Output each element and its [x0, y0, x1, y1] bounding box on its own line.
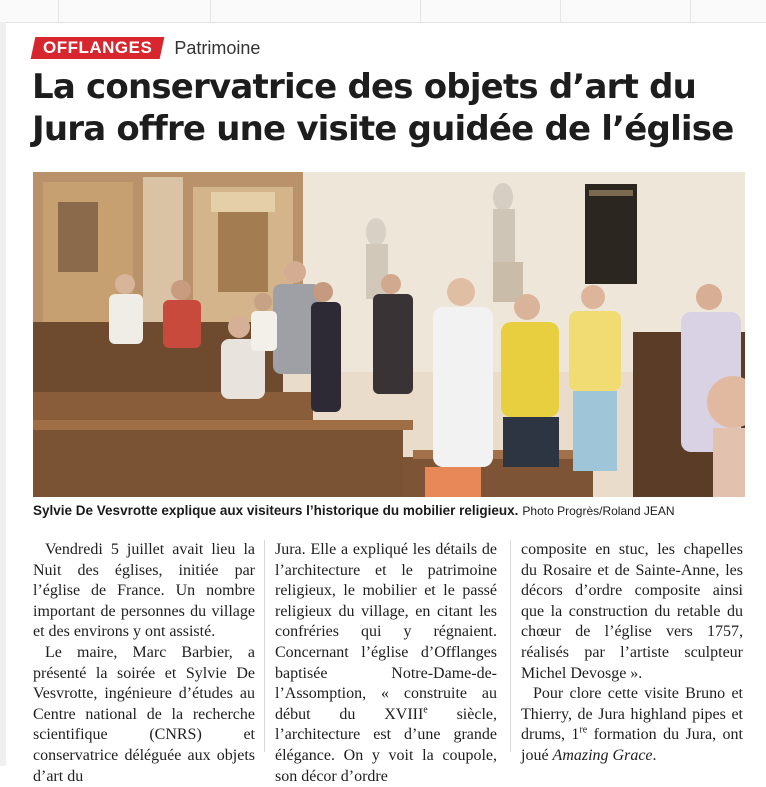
text-run: .: [652, 746, 657, 764]
article-headline: La conservatrice des objets d’art du Jura offre une visite guidée de l’église: [32, 67, 734, 149]
text-run: siècle, l’architecture est d’une grande élégance. On y voit la coupole, son décor d’ordre: [275, 705, 497, 785]
paragraph: Le maire, Marc Barbier, a présenté la soirée et Sylvie De Vesvrotte, ingénieure d’études au Centre national de la recherche scientifique (CNRS) et conservatrice déléguée aux objets d’art du: [33, 643, 255, 785]
paragraph: Vendredi 5 juillet avait lieu la Nuit des églises, initiée par l’église de France. Un nombre important de personnes du village et des environs y ont assisté.: [33, 541, 255, 641]
text-run: Pour clore cette visite Bruno et Thierry, de Jura highland pipes et drums, 1: [521, 685, 743, 744]
superscript: e: [423, 704, 428, 716]
paragraph: [521, 684, 743, 766]
paragraph: composite en stuc, les chapelles du Rosaire et de Sainte-Anne, les décors d’ordre composite ainsi que la construction du retable du chœur de l’église vers 1757, réalisés par l’artiste sculpteur Michel Devosge ».: [521, 541, 743, 682]
church-visit-photo: [33, 172, 745, 497]
text-run: formation du Jura, ont joué: [521, 726, 743, 764]
location-tag: OFFLANGES: [31, 37, 165, 59]
paragraph: [275, 540, 497, 787]
song-title: Amazing Grace: [552, 746, 653, 764]
caption-text: Sylvie De Vesvrotte explique aux visiteurs l’historique du mobilier religieux.: [33, 503, 519, 518]
text-run: Jura. Elle a expliqué les détails de l’architecture et le patrimoine religieux, le mobilier et le passé religieux du village, en citant les confréries qui y régnaient. Concernant l’église d’Offlanges baptisée Notre-Dame-de-l’Assomption, « construite au début du XVIII: [275, 541, 497, 723]
column-divider: [510, 540, 511, 752]
article-column-3: [521, 540, 743, 767]
rubric-label: Patrimoine: [174, 37, 261, 58]
viewer-top-bar: [0, 0, 766, 23]
superscript: re: [579, 725, 588, 737]
article-photo: [33, 172, 745, 497]
photo-credit: Photo Progrès/Roland JEAN: [522, 504, 675, 518]
kicker: [33, 37, 260, 59]
viewer-left-margin: [0, 22, 6, 766]
article-column-1: [33, 540, 255, 787]
column-divider: [264, 540, 265, 752]
article-column-2: [275, 540, 497, 787]
photo-caption: [33, 503, 753, 518]
